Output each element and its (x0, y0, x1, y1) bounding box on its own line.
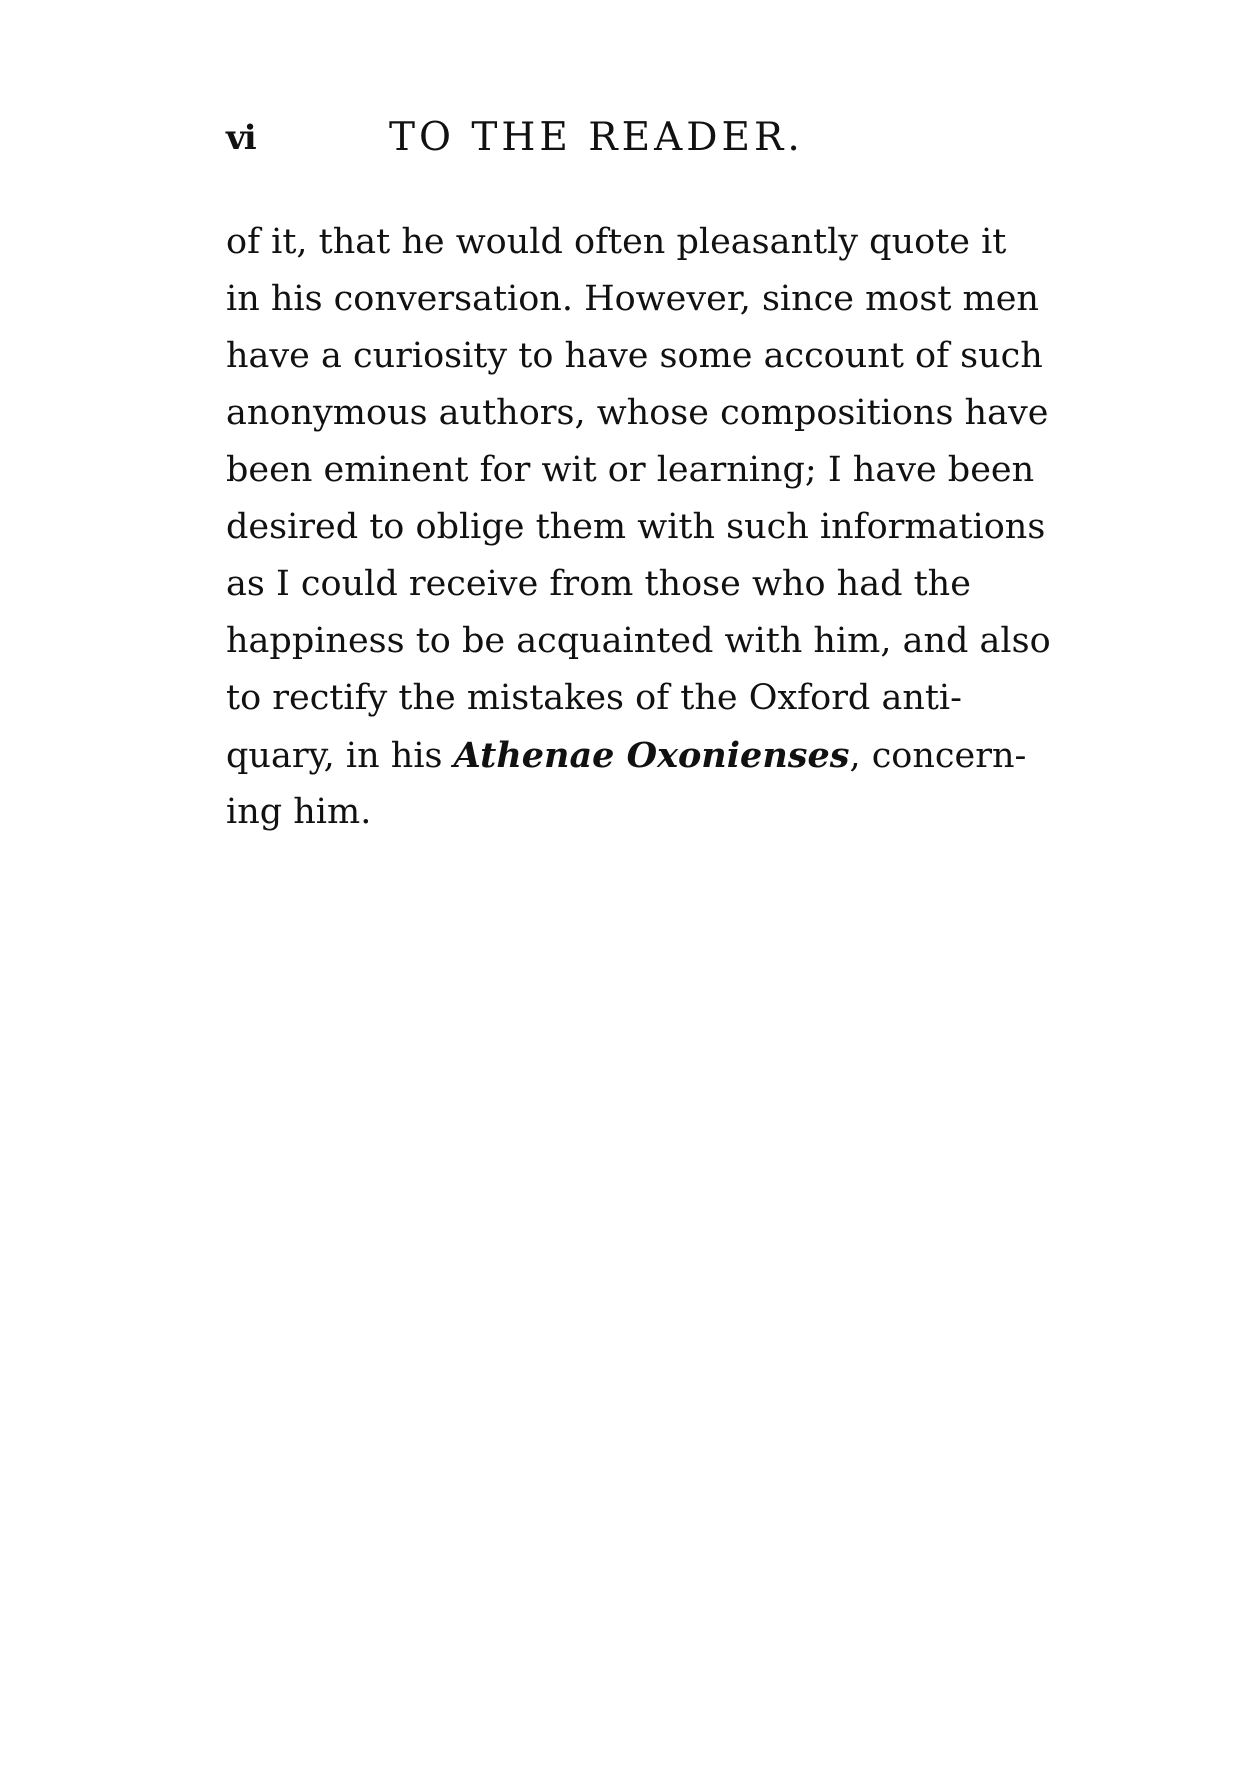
text-line-5: been eminent for wit or learning; I have been (226, 450, 1035, 490)
text-line-1: of it, that he would often pleasantly quote it (226, 222, 1007, 262)
text-line-8: happiness to be acquainted with him, and also (226, 621, 1051, 661)
line-10-after: , concern- (849, 736, 1027, 776)
text-line-9: to rectify the mistakes of the Oxford anti- (226, 678, 962, 718)
text-line-4: anonymous authors, whose compositions have (226, 393, 1049, 433)
line-10-before: quary, in his (226, 736, 454, 776)
text-line-3: have a curiosity to have some account of such (226, 336, 1043, 376)
text-line-6: desired to oblige them with such informations (226, 507, 1046, 547)
text-line-10 (226, 727, 1027, 784)
running-title: TO THE READER. (389, 115, 804, 160)
italic-title: Athenae Oxonienses (453, 735, 850, 776)
running-head (226, 108, 886, 168)
page-number: vi (226, 118, 255, 158)
body-text (226, 214, 1051, 841)
text-line-2: in his conversation. However, since most men (226, 279, 1039, 319)
text-line-7: as I could receive from those who had the (226, 564, 971, 604)
text-line-11: ing him. (226, 792, 372, 832)
